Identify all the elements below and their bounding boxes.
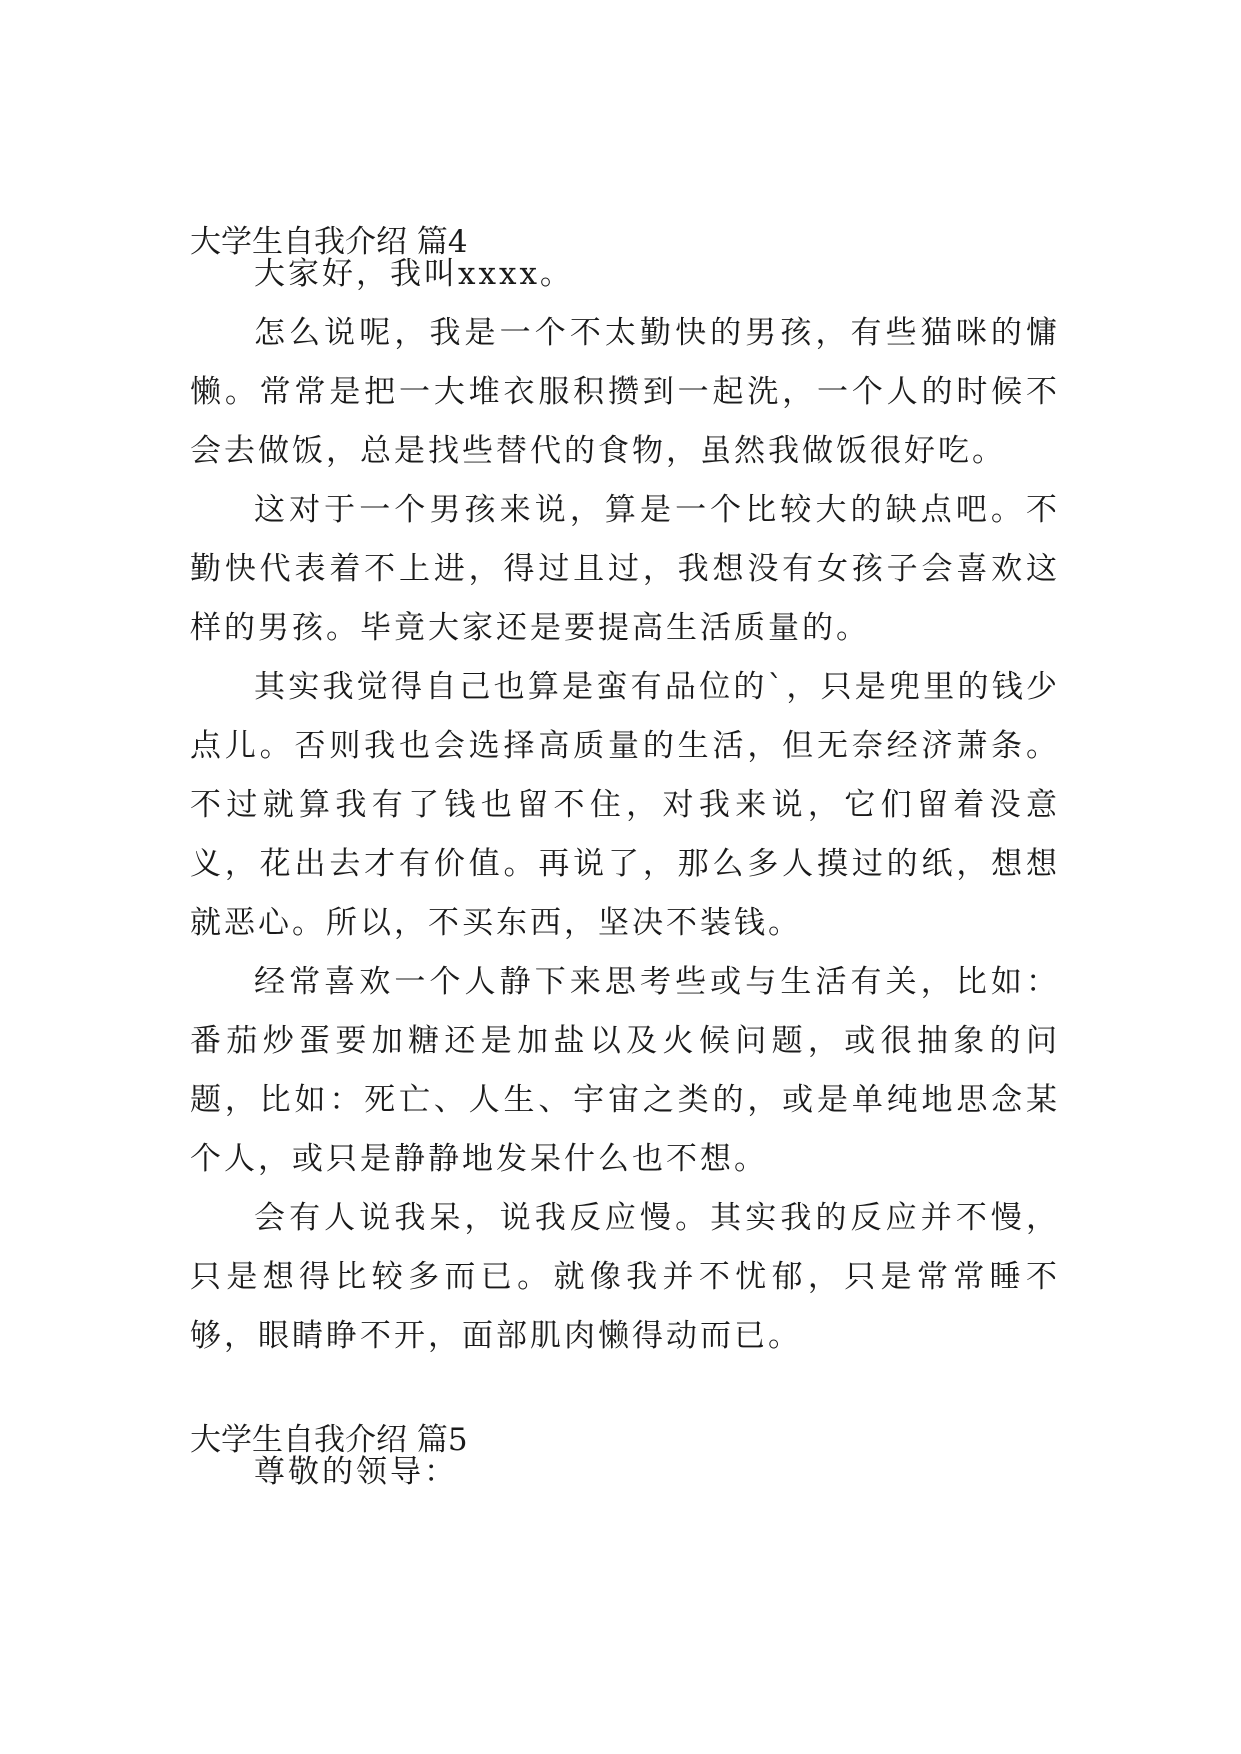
paragraph-greeting: 大家好，我叫xxxx。	[254, 256, 574, 292]
paragraph-slow-reaction: 会有人说我呆，说我反应慢。其实我的反应并不慢，只是想得比较多而已。就像我并不忧郁，只是常常睡不够，眼睛睁不开，面部肌肉懒得动而已。	[190, 1200, 1060, 1354]
paragraph-taste-money: 其实我觉得自己也算是蛮有品位的`，只是兜里的钱少点儿。否则我也会选择高质量的生活，但无奈经济萧条。不过就算我有了钱也留不住，对我来说，它们留着没意义，花出去才有价值。再说了，那么多人摸过的纸，想想就恶心。所以，不买东西，坚决不装钱。	[190, 669, 1060, 941]
paragraph-shortcoming: 这对于一个男孩来说，算是一个比较大的缺点吧。不勤快代表着不上进，得过且过，我想没有女孩子会喜欢这样的男孩。毕竟大家还是要提高生活质量的。	[190, 492, 1060, 646]
paragraph-thinking: 经常喜欢一个人静下来思考些或与生活有关，比如：番茄炒蛋要加糖还是加盐以及火候问题，或很抽象的问题，比如：死亡、人生、宇宙之类的，或是单纯地思念某个人，或只是静静地发呆什么也不想。	[190, 964, 1060, 1177]
section-4-heading: 大学生自我介绍 篇4	[190, 224, 468, 260]
paragraph-lazy-boy: 怎么说呢，我是一个不太勤快的男孩，有些猫咪的慵懒。常常是把一大堆衣服积攒到一起洗，一个人的时候不会去做饭，总是找些替代的食物，虽然我做饭很好吃。	[190, 315, 1060, 469]
paragraph-salutation: 尊敬的领导：	[254, 1454, 458, 1490]
section-5-heading: 大学生自我介绍 篇5	[190, 1422, 468, 1458]
